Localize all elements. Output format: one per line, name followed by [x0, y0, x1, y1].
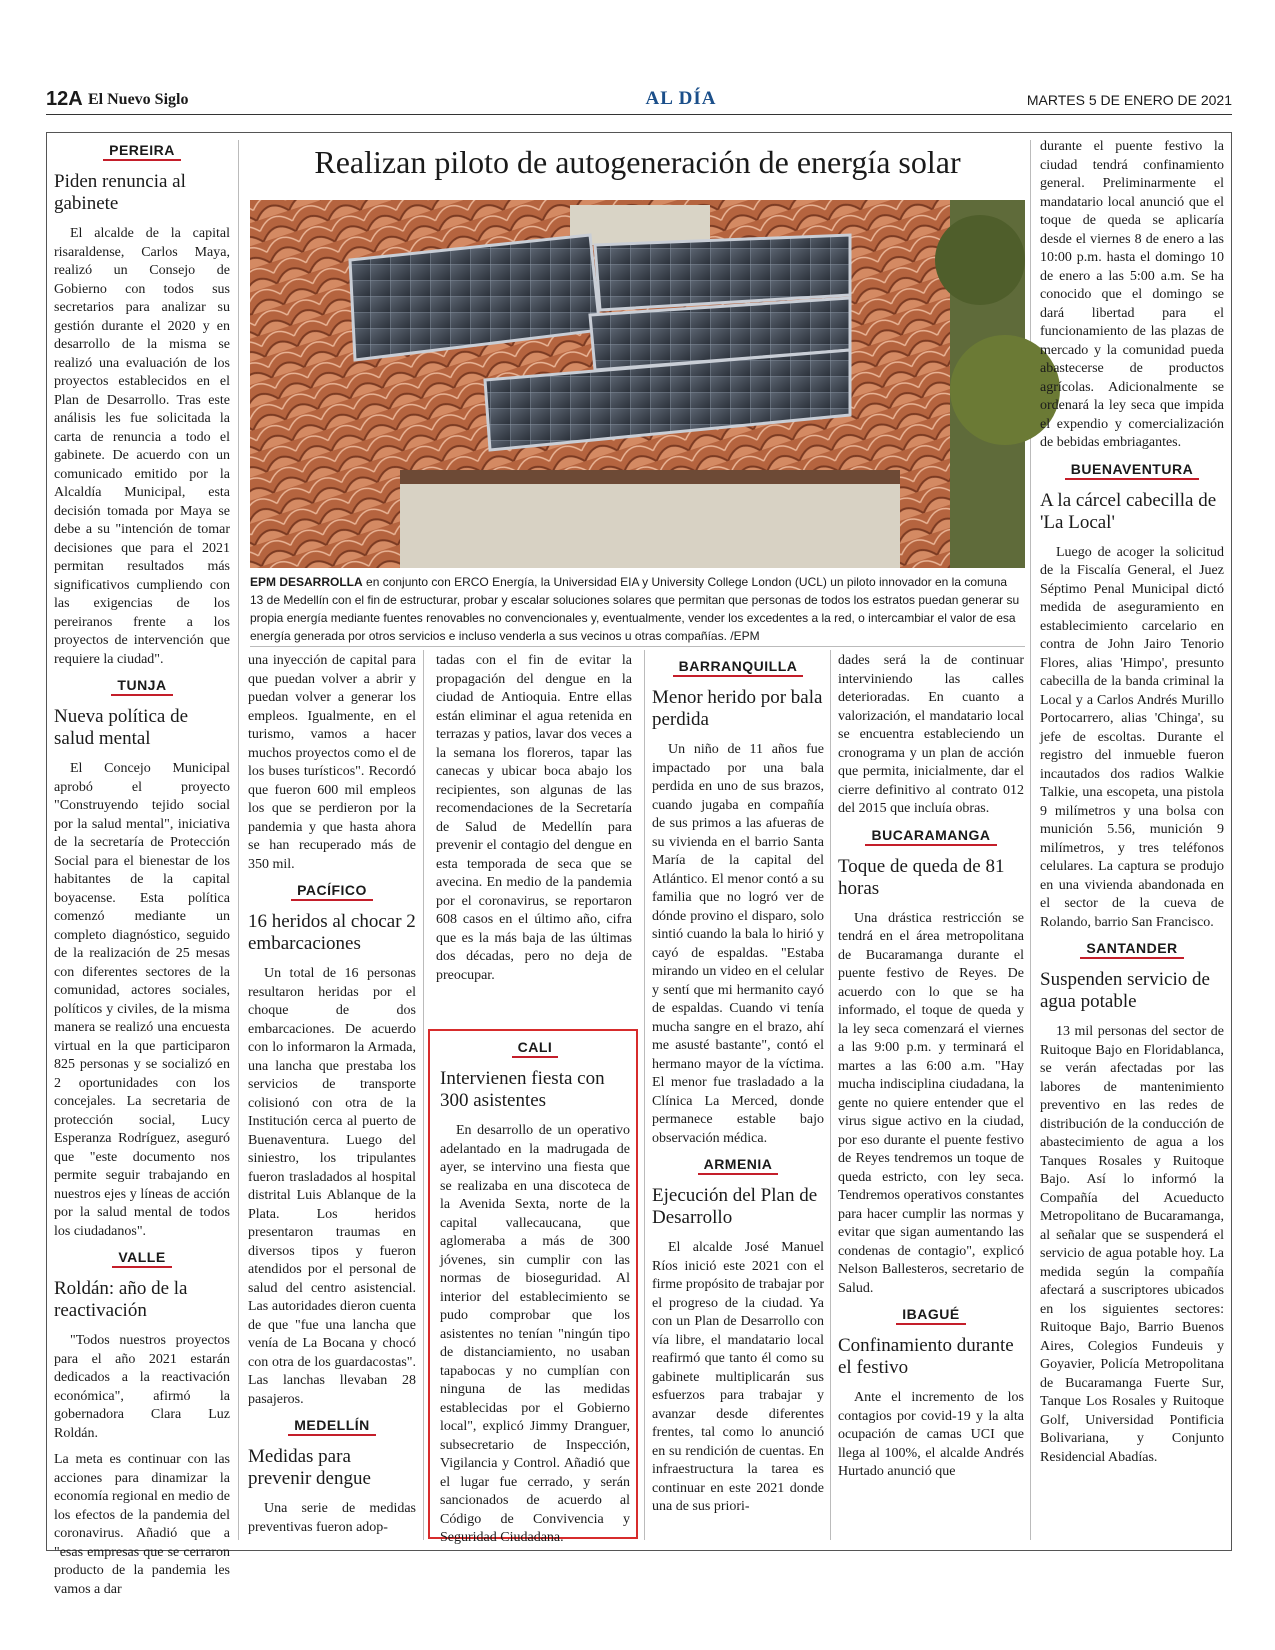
column-3-top	[436, 652, 632, 1028]
article-body-buenaventura: Luego de acoger la solicitud de la Fiscalía General, el Juez Séptimo Penal Municipal dictó medida de aseguramiento en establecimiento carcelario en contra de John Jairo Tenorio Flores, alias 'Himpo', presunto cabecilla de la banda criminal la Local y a Carlos Andrés Murillo Portocarrero, alias 'Chinga', su jefe de escoltas. Durante el registro del inmueble fueron incautados dos radios Walkie Talkie, una escopeta, una pistola 9 milímetros y una bolsa con munición 5.56, munición 9 milímetros, y tres teléfonos celulares. La captura se produjo en una vivienda abandonada en el sector de la cueva de Rolando, barrio San Francisco.	[1040, 544, 1224, 930]
article-cali	[440, 1033, 630, 1545]
article-body-valle-2: La meta es continuar con las acciones para dinamizar la economía regional en medio de los efectos de la pandemia del coronavirus. Añadió que a "esas empresas que se cerraron producto de la pandemia les vamos a dar	[54, 1452, 230, 1597]
headline-medellin: Medidas para prevenir dengue	[248, 1446, 371, 1489]
column-6	[1040, 138, 1224, 1546]
column-divider	[423, 650, 424, 1540]
article-continuation-armenia: dades será la de continuar interviniendo las calles deterioradas. En cuanto a valorización, el mandatario local se encuentra estableciendo un cronograma y un plan de acción que permita, inicialmente, dar el cierre definitivo al contrato 012 del 2015 que incluía obras.	[838, 653, 1024, 816]
column-4	[652, 652, 824, 1546]
article-continuation-medellin: tadas con el fin de evitar la propagación del dengue en la ciudad de Antioquia. Entre ellas están eliminar el agua retenida en terrazas y patios, lavar dos veces a la semana los floreros, tapar las canecas y ubicar boca abajo los recipientes, son algunas de las recomendaciones de la Secretaría de Salud de Medellín para prevenir el contagio del dengue en esta temporada de seca que se avecina. En medio de la pandemia por el coronavirus, se reportaron 608 casos en el último año, cifra que es la más baja de las últimas dos décadas, pero no deja de preocupar.	[436, 653, 632, 983]
article-body-pereira: El alcalde de la capital risaraldense, Carlos Maya, realizó un Consejo de Gobierno con todos sus secretarios para analizar su gestión durante el 2020 y en desarrollo de la misma se realizó una evaluación de los proyectos establecidos en el Plan de Desarrollo. Tras este análisis les fue solicitada la carta de renuncia a todo el gabinete. De acuerdo con un comunicado emitido por la Alcaldía Municipal, esta decisión tomada por Maya se debe a su "intención de tomar decisiones que para el 2021 permitan resultados más significativos cumpliendo con las exigencias de los pereiranos frente a los proyectos de intervención que requiere la ciudad".	[54, 226, 230, 667]
article-body-valle-1: "Todos nuestros proyectos para el año 2021 estarán dedicados a la reactivación económica", afirmó la gobernadora Clara Luz Roldán.	[54, 1333, 230, 1441]
headline-tunja: Nueva política de salud mental	[54, 706, 189, 749]
article-body-bucaramanga: Una drástica restricción se tendrá en el área metropolitana de Bucaramanga durante el puente festivo de Reyes. De acuerdo con lo que se ha informado, el toque de queda y la ley seca comenzará el viernes a las 9:00 p.m. y terminará el martes a las 6:00 a.m. "Hay mucha indisciplina ciudadana, la gente no quiere entender que el virus sigue activo en la ciudad, por eso durante el puente festivo de Reyes tendremos un toque de queda estricto, con ley seca. Tendremos operativos constantes para hacer cumplir las normas y evitar que sigan aumentando las condenas de contagio", explicó Nelson Ballesteros, secretario de Salud.	[838, 910, 1024, 1296]
rooftop-solar-panels-image	[250, 200, 1025, 568]
headline-cali: Intervienen fiesta con 300 asistentes	[440, 1068, 605, 1111]
caption-lead: EPM DESARROLLA	[250, 575, 363, 589]
column-2	[248, 652, 416, 1546]
column-divider	[238, 140, 239, 1540]
headline-armenia: Ejecución del Plan de Desarrollo	[652, 1185, 818, 1228]
caption-text: en conjunto con ERCO Energía, la Universidad EIA y University College London (UCL) un piloto innovador en la comuna 13 de Medellín con el fin de estructurar, probar y escalar soluciones solares que permitan que personas de todos los estratos puedan generar su propia energía mediante fuentes renovables no convencionales y, eventualmente, vender los excedentes a la red, o intercambiar el valor de esa energía generada por otros servicios e incluso venderla a sus vecinos u otras compañías. /EPM	[250, 575, 1020, 643]
city-label-barranquilla: BARRANQUILLA	[673, 658, 804, 677]
article-continuation-valle: una inyección de capital para que puedan volver a abrir y puedan volver a generar los empleos. Igualmente, en el turismo, vamos a hacer muchos proyectos como el de los buses turísticos". Recordó que fueron 600 mil empleos los que se perdieron por la pandemia y que hasta ahora se han recuperado más de 350 mil.	[248, 653, 416, 872]
city-label-cali: CALI	[512, 1039, 559, 1058]
photo-caption	[250, 573, 1020, 645]
main-headline: Realizan piloto de autogeneración de energía solar	[314, 144, 961, 180]
city-label-santander: SANTANDER	[1080, 940, 1183, 959]
city-label-pacifico: PACÍFICO	[291, 882, 373, 901]
headline-barranquilla: Menor herido por bala perdida	[652, 687, 823, 730]
page-number: 12A	[46, 88, 83, 110]
article-body-armenia: El alcalde José Manuel Ríos inició este 2021 con el firme propósito de trabajar por el progreso de la ciudad. Ya con un Plan de Desarrollo con vía libre, el mandatario local reafirmó que tanto él como su gabinete multiplicarán sus esfuerzos para trabajar y avanzar desde diferentes frentes, tal como lo anunció en su rendición de cuentas. En infraestructura la tarea es continuar en este 2021 donde una de sus priori-	[652, 1240, 824, 1514]
article-continuation-ibague: durante el puente festivo la ciudad tendrá confinamiento general. Preliminarmente el mandatario local anunció que el toque de queda se aplicaría desde el viernes 8 de enero a las 10:00 p.m. hasta el domingo 10 de enero a las 5:00 a.m. Se ha conocido que el domingo se dará libertad para el funcionamiento de las plazas de mercado y la comunidad pueda abastecerse de productos agrícolas. Adicionalmente se ordenará la ley seca que impida el expendio y comercialización de bebidas embriagantes.	[1040, 139, 1224, 450]
city-label-valle: VALLE	[112, 1249, 171, 1268]
headline-bucaramanga: Toque de queda de 81 horas	[838, 855, 1005, 899]
column-divider	[644, 650, 645, 1540]
article-body-cali: En desarrollo de un operativo adelantado en la madrugada de ayer, se intervino una fiesta que se realizaba en una discoteca de la Avenida Sexta, norte de la capital vallecaucana, que aglomeraba a más de 300 jóvenes, sin cumplir con las normas de bioseguridad. Al interior del establecimiento se pudo comprobar que los asistentes no tenían "ningún tipo de distanciamiento, no usaban tapabocas y no cumplían con ninguna de las medidas establecidas por el Gobierno local", explicó Jimmy Dranguer, subsecretario de Inspección, Vigilancia y Control. Añadió que el lugar fue cerrado, y serán sancionados de acuerdo al Código de Convivencia y Seguridad Ciudadana.	[440, 1123, 630, 1545]
publication-name: El Nuevo Siglo	[88, 91, 189, 108]
article-body-barranquilla: Un niño de 11 años fue impactado por una bala perdida en uno de sus brazos, cuando jugaba en compañía de sus primos a las afueras de su vivienda en el barrio Santa María de la capital del Atlántico. El menor contó a su familia que no logró ver de dónde provino el disparo, solo sintió cuando la bala lo hirió y cayó de espaldas. "Estaba mirando un video en el celular y sentí que mi hermanito cayó de espaldas. Cuando vi tenía mucha sangre en el brazo, ahí me asusté bastante", contó el hermano mayor de la víctima. El menor fue trasladado a la Clínica La Merced, donde permanece estable bajo observación médica.	[652, 742, 824, 1146]
article-body-medellin: Una serie de medidas preventivas fueron adop-	[248, 1501, 416, 1535]
section-title: AL DÍA	[645, 88, 717, 109]
issue-date: MARTES 5 DE ENERO DE 2021	[1026, 92, 1232, 108]
article-body-santander: 13 mil personas del sector de Ruitoque Bajo en Floridablanca, se verán afectadas por las labores de mantenimiento preventivo en las redes de distribución de la conducción de abastecimiento de agua a los Tanques Rosales y Ruitoque Bajo. Así lo informó la Compañía del Acueducto Metropolitano de Bucaramanga, al señalar que se suspenderá el servicio de agua potable hoy. La medida según la compañía afectará a suscriptores ubicados en los siguientes sectores: Ruitoque Bajo, Barrio Buenos Aires, Colegios Fundeuis y Goyavier, Policía Metropolitana de Bucaramanga Fuerte Sur, Tanque Los Rosales y Ruitoque Golf, Universidad Pontificia Bolivariana, y Conjunto Residencial Abadías.	[1040, 1024, 1224, 1465]
city-label-medellin: MEDELLÍN	[288, 1417, 376, 1436]
article-body-pacifico: Un total de 16 personas resultaron heridas por el choque de dos embarcaciones. De acuerdo con lo informaron la Armada, una lancha que prestaba los servicios de transporte colisionó con otra de la Institución cerca al puerto de Buenaventura. Luego del siniestro, los tripulantes fueron trasladados al hospital distrital Luis Ablanque de la Plata. Los heridos presentaron traumas en diversos tipos y fueron atendidos por el personal de salud del centro asistencial. Las autoridades dieron cuenta de que "fue una lancha que venía de La Bocana y chocó con otra de los guardacostas". Las lanchas llevaban 28 pasajeros.	[248, 966, 416, 1407]
headline-valle: Roldán: año de la reactivación	[54, 1278, 188, 1321]
headline-buenaventura: A la cárcel cabecilla de 'La Local'	[1040, 489, 1217, 533]
headline-santander: Suspenden servicio de agua potable	[1040, 969, 1210, 1012]
column-divider	[830, 650, 831, 1540]
city-label-bucaramanga: BUCARAMANGA	[865, 827, 996, 846]
column-5	[838, 652, 1024, 1546]
city-label-tunja: TUNJA	[111, 677, 172, 696]
city-label-armenia: ARMENIA	[698, 1156, 779, 1175]
city-label-pereira: PEREIRA	[103, 142, 181, 161]
article-body-ibague: Ante el incremento de los contagios por covid-19 y la alta ocupación de camas UCI que llega al 100%, el alcalde Andrés Hurtado anunció que	[838, 1390, 1024, 1479]
city-label-ibague: IBAGUÉ	[896, 1306, 965, 1325]
page-header	[46, 88, 1232, 115]
solar-panel-photo	[250, 200, 1025, 568]
caption-divider	[250, 646, 1025, 647]
city-label-buenaventura: BUENAVENTURA	[1065, 461, 1199, 480]
headline-pereira: Piden renuncia al gabinete	[54, 171, 186, 214]
headline-ibague: Confinamiento durante el festivo	[838, 1335, 1014, 1378]
article-body-tunja: El Concejo Municipal aprobó el proyecto "Construyendo tejido social por la salud mental", iniciativa de la secretaría de Protección Social para el bienestar de los habitantes de la capital boyacense. Esta política comenzó mediante un completo diagnóstico, seguido de la realización de 25 mesas con diferentes sectores de la comunidad, actores sociales, políticos y civiles, de la misma manera se realizó una encuesta virtual en la que participaron 825 personas y se socializó en 2 oportunidades con los concejales. La secretaria de protección social, Lucy Esperanza Rodríguez, aseguró que "este documento nos permite seguir trabajando en nuestros ejes y líneas de acción por la salud mental de todos los ciudadanos".	[54, 761, 230, 1239]
column-1	[54, 136, 230, 1597]
headline-pacifico: 16 heridos al chocar 2 embarcaciones	[248, 911, 416, 954]
